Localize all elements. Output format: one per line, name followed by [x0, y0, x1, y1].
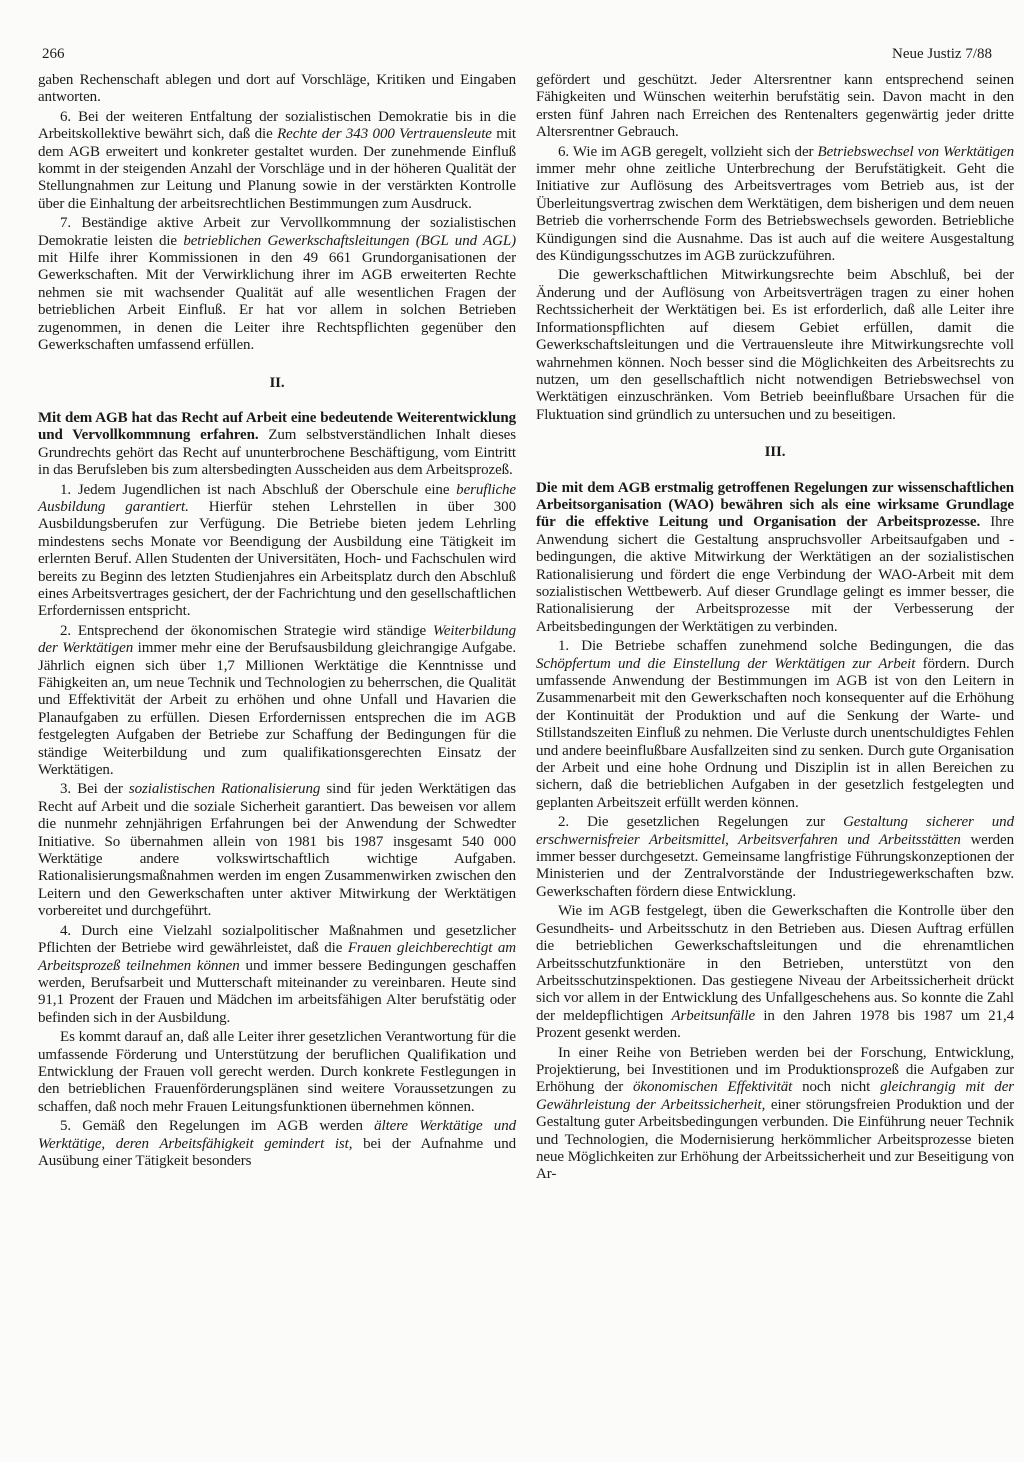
paragraph: 6. Bei der weiteren Entfaltung der sozialistischen Demokratie bis in die Arbeitskollektive bewährt sich, daß die Rechte der 343 000 Vertrauensleute mit dem AGB erweitert und konkreter gestaltet wurden. Der zunehmende Einfluß kommt in der steigenden Anzahl der Vorschläge und in der höheren Qualität der Stellungnahmen zur Leitung und Planung sowie in der verstärkten Kontrolle über die Einhaltung der arbeitsrechtlichen Bestimmungen zum Ausdruck. [38, 108, 516, 212]
paragraph: 1. Jedem Jugendlichen ist nach Abschluß der Oberschule eine berufliche Ausbildung garantiert. Hierfür stehen Lehrstellen in über 300 Ausbildungsberufen zur Verfügung. Die Betriebe bieten jedem Lehrling mindestens sechs Monate vor Beendigung der Ausbildung eine Tätigkeit im erlernten Beruf. Allen Studenten der Universitäten, Hoch- und Fachschulen wird bereits zu Beginn des letzten Studienjahres ein Arbeitsplatz durch den Abschluß eines Arbeitsvertrages gesichert, der der Fachrichtung und den gesellschaftlichen Erfordernissen entspricht. [38, 481, 516, 620]
paragraph: Die gewerkschaftlichen Mitwirkungsrechte beim Abschluß, bei der Änderung und der Auflösung von Arbeitsverträgen tragen zu einer hohen Rechtssicherheit der Werktätigen bei. Es ist erforderlich, daß alle Leiter ihre Informationspflichten auf diesem Gebiet erfüllen, damit die Gewerkschaftsleitungen und die Vertrauensleute ihre Mitwirkungsrechte voll wahrnehmen können. Noch besser sind die Möglichkeiten des Arbeitsrechts zu nutzen, um den gesellschaftlich nicht notwendigen Betriebswechsel von Werktätigen einzuschränken. Vom Betrieb beeinflußbare Ursachen für die Fluktuation sind gründlich zu untersuchen und zu beseitigen. [536, 267, 1014, 423]
page-header [38, 46, 992, 62]
paragraph: gefördert und geschützt. Jeder Altersrentner kann entsprechend seinen Fähigkeiten und Wünschen weiterhin berufstätig sein. Davon macht in den ersten fünf Jahren nach Erreichen des Rentenalters gegenwärtig jeder dritte Altersrentner Gebrauch. [536, 72, 1014, 141]
paragraph: Wie im AGB festgelegt, üben die Gewerkschaften die Kontrolle über den Gesundheits- und Arbeitsschutz in den Betrieben aus. Diesen Auftrag erfüllen die betrieblichen Gewerkschaftsleitungen und die ehrenamtlichen Arbeitsschutzfunktionäre in den Betrieben, unterstützt von den Arbeitsschutzinspektionen. Das gestiegene Niveau der Arbeitssicherheit drückt sich vor allem in der Entwicklung des Unfallgeschehens aus. So konnte die Zahl der meldepflichtigen Arbeitsunfälle in den Jahren 1978 bis 1987 um 21,4 Prozent gesenkt werden. [536, 903, 1014, 1042]
section-lead-paragraph: Die mit dem AGB erstmalig getroffenen Regelungen zur wissenschaftlichen Arbeitsorganisation (WAO) bewähren sich als eine wirksame Grundlage für die effektive Leitung und Organisation der Arbeitsprozesse. Ihre Anwendung sichert die Gestaltung anspruchsvoller Arbeitsaufgaben und -bedingungen, die aktive Mitwirkung der Werktätigen an der sozialistischen Rationalisierung und fördert die enge Verbindung der WAO-Arbeit mit dem sozialistischen Wettbewerb. Auf dieser Grundlage gelingt es immer besser, die Rationalisierung der Arbeitsprozesse mit der Verbesserung der Arbeitsbedingungen der Werktätigen zu verbinden. [536, 479, 1014, 635]
paragraph: 6. Wie im AGB geregelt, vollzieht sich der Betriebswechsel von Werktätigen immer mehr ohne zeitliche Unterbrechung der Berufstätigkeit. Geht die Initiative zur Auflösung des Arbeitsvertrages vom Betrieb aus, ist der Überleitungsvertrag zwischen dem Werktätigen, dem bisherigen und dem neuen Betrieb die vorherrschende Form des Betriebswechsels geworden. Betriebliche Kündigungen sind die Ausnahme. Das ist auch auf die weitere Ausgestaltung des Kündigungsschutzes im AGB zurückzuführen. [536, 143, 1014, 265]
journal-issue: Neue Justiz 7/88 [892, 46, 992, 62]
paragraph: 4. Durch eine Vielzahl sozialpolitischer Maßnahmen und gesetzlicher Pflichten der Betriebe wird gewährleistet, daß die Frauen gleichberechtigt am Arbeitsprozeß teilnehmen können und immer bessere Bedingungen geschaffen werden, Berufsarbeit und Mutterschaft miteinander zu vereinbaren. Heute sind 91,1 Prozent der Frauen und Mädchen im arbeitsfähigen Alter berufstätig oder befinden sich in der Ausbildung. [38, 922, 517, 1026]
left-column [38, 72, 516, 1186]
paragraph: gaben Rechenschaft ablegen und dort auf Vorschläge, Kritiken und Eingaben antworten. [38, 72, 516, 106]
text-columns [38, 72, 1014, 1186]
page-number: 266 [42, 46, 65, 62]
right-column [536, 72, 1014, 1186]
section-lead-paragraph: Mit dem AGB hat das Recht auf Arbeit eine bedeutende Weiterentwicklung und Vervollkommnung erfahren. Zum selbstverständlichen Inhalt dieses Grundrechts gehört das Recht auf ununterbrochene Beschäftigung, vom Eintritt in das Berufsleben bis zum altersbedingten Ausscheiden aus dem Arbeitsprozeß. [38, 409, 516, 479]
paragraph: 2. Entsprechend der ökonomischen Strategie wird ständige Weiterbildung der Werktätigen immer mehr eine der Berufsausbildung gleichrangige Aufgabe. Jährlich eignen sich über 1,7 Millionen Werktätige die Kenntnisse und Fähigkeiten an, um neue Technik und Technologien zu beherrschen, die Qualität und Effektivität der Arbeit zu erhöhen und ohne Unfall und Havarien die Planaufgaben zu erfüllen. Diesen Erfordernissen entsprechen die im AGB festgelegten Aufgaben der Betriebe zur Schaffung der Bedingungen für die ständige Weiterbildung und zum qualifikationsgerechten Einsatz der Werktätigen. [38, 622, 516, 779]
paragraph: 5. Gemäß den Regelungen im AGB werden ältere Werktätige und Werktätige, deren Arbeitsfähigkeit gemindert ist, bei der Aufnahme und Ausübung einer Tätigkeit besonders [38, 1118, 517, 1169]
paragraph: 3. Bei der sozialistischen Rationalisierung sind für jeden Werktätigen das Recht auf Arbeit und die soziale Sicherheit garantiert. Das beweisen vor allem die nunmehr zehnjährigen Erfahrungen bei der Anwendung der Schwedter Initiative. So übernahmen allein von 1981 bis 1987 insgesamt 540 000 Werktätige andere volkswirtschaftlich wichtige Aufgaben. Rationalisierungsmaßnahmen werden im engen Zusammenwirken zwischen den Leitern und den Gewerkschaften unter aktiver Mitwirkung der Werktätigen vorbereitet und durchgeführt. [38, 781, 517, 920]
paragraph: In einer Reihe von Betrieben werden bei der Forschung, Entwicklung, Projektierung, bei Investitionen und im Produktionsprozeß die Aufgaben zur Erhöhung der ökonomischen Effektivität noch nicht gleichrangig mit der Gewährleistung der Arbeitssicherheit, einer störungsfreien Produktion und der Gestaltung guter Arbeitsbedingungen verbunden. Die Einführung neuer Technik und Technologien, die Modernisierung herkömmlicher Arbeitsprozesse bieten neue Möglichkeiten zur Erhöhung der Arbeitssicherheit und zur Beseitigung von Ar- [536, 1044, 1014, 1183]
paragraph: 7. Beständige aktive Arbeit zur Vervollkommnung der sozialistischen Demokratie leisten die betrieblichen Gewerkschaftsleitungen (BGL und AGL) mit Hilfe ihrer Kommissionen in den 49 661 Grundorganisationen der Gewerkschaften. Mit der Verwirklichung ihrer im AGB erweiterten Rechte nehmen sie mit wachsender Qualität auf alle wesentlichen Fragen der betrieblichen Arbeit Einfluß. Er hat vor allem in solchen Betrieben zugenommen, in denen die Leiter ihre Rechtspflichten gegenüber den Gewerkschaften umfassend erfüllen. [38, 215, 516, 354]
paragraph: 2. Die gesetzlichen Regelungen zur Gestaltung sicherer und erschwernisfreier Arbeitsmittel, Arbeitsverfahren und Arbeitsstätten werden immer besser durchgesetzt. Gemeinsame langfristige Führungskonzeptionen der Ministerien und der Zentralvorstände der Industriegewerkschaften bzw. Gewerkschaften fördern diese Entwicklung. [536, 814, 1014, 900]
paragraph: Es kommt darauf an, daß alle Leiter ihrer gesetzlichen Verantwortung für die umfassende Förderung und Unterstützung der beruflichen Qualifikation und Entwicklung der Frauen voll gerecht werden. Durch konkrete Festlegungen in den betrieblichen Frauenförderungsplänen sind weitere Voraussetzungen zu schaffen, daß noch mehr Frauen Leitungsfunktionen übernehmen können. [38, 1029, 516, 1115]
paragraph: 1. Die Betriebe schaffen zunehmend solche Bedingungen, die das Schöpfertum und die Einstellung der Werktätigen zur Arbeit fördern. Durch umfassende Anwendung der Bestimmungen im AGB ist von den Leitern in Zusammenarbeit mit den Gewerkschaften noch konsequenter auf die Erhöhung der Kontinuität der Produktion und auf die Senkung der Warte- und Stillstandszeiten Einfluß zu nehmen. Die Verluste durch unentschuldigtes Fehlen und andere beeinflußbare Ausfallzeiten sind zu senken. Durch gute Organisation der Arbeit und eine hohe Ordnung und Disziplin ist in allen Bereichen zu sichern, daß die betrieblichen Aufgaben in der gesetzlich festgelegten und geplanten Arbeitszeit erfüllt werden können. [536, 638, 1014, 811]
section-heading-3: III. [764, 444, 786, 461]
section-heading-2: II. [269, 374, 285, 391]
